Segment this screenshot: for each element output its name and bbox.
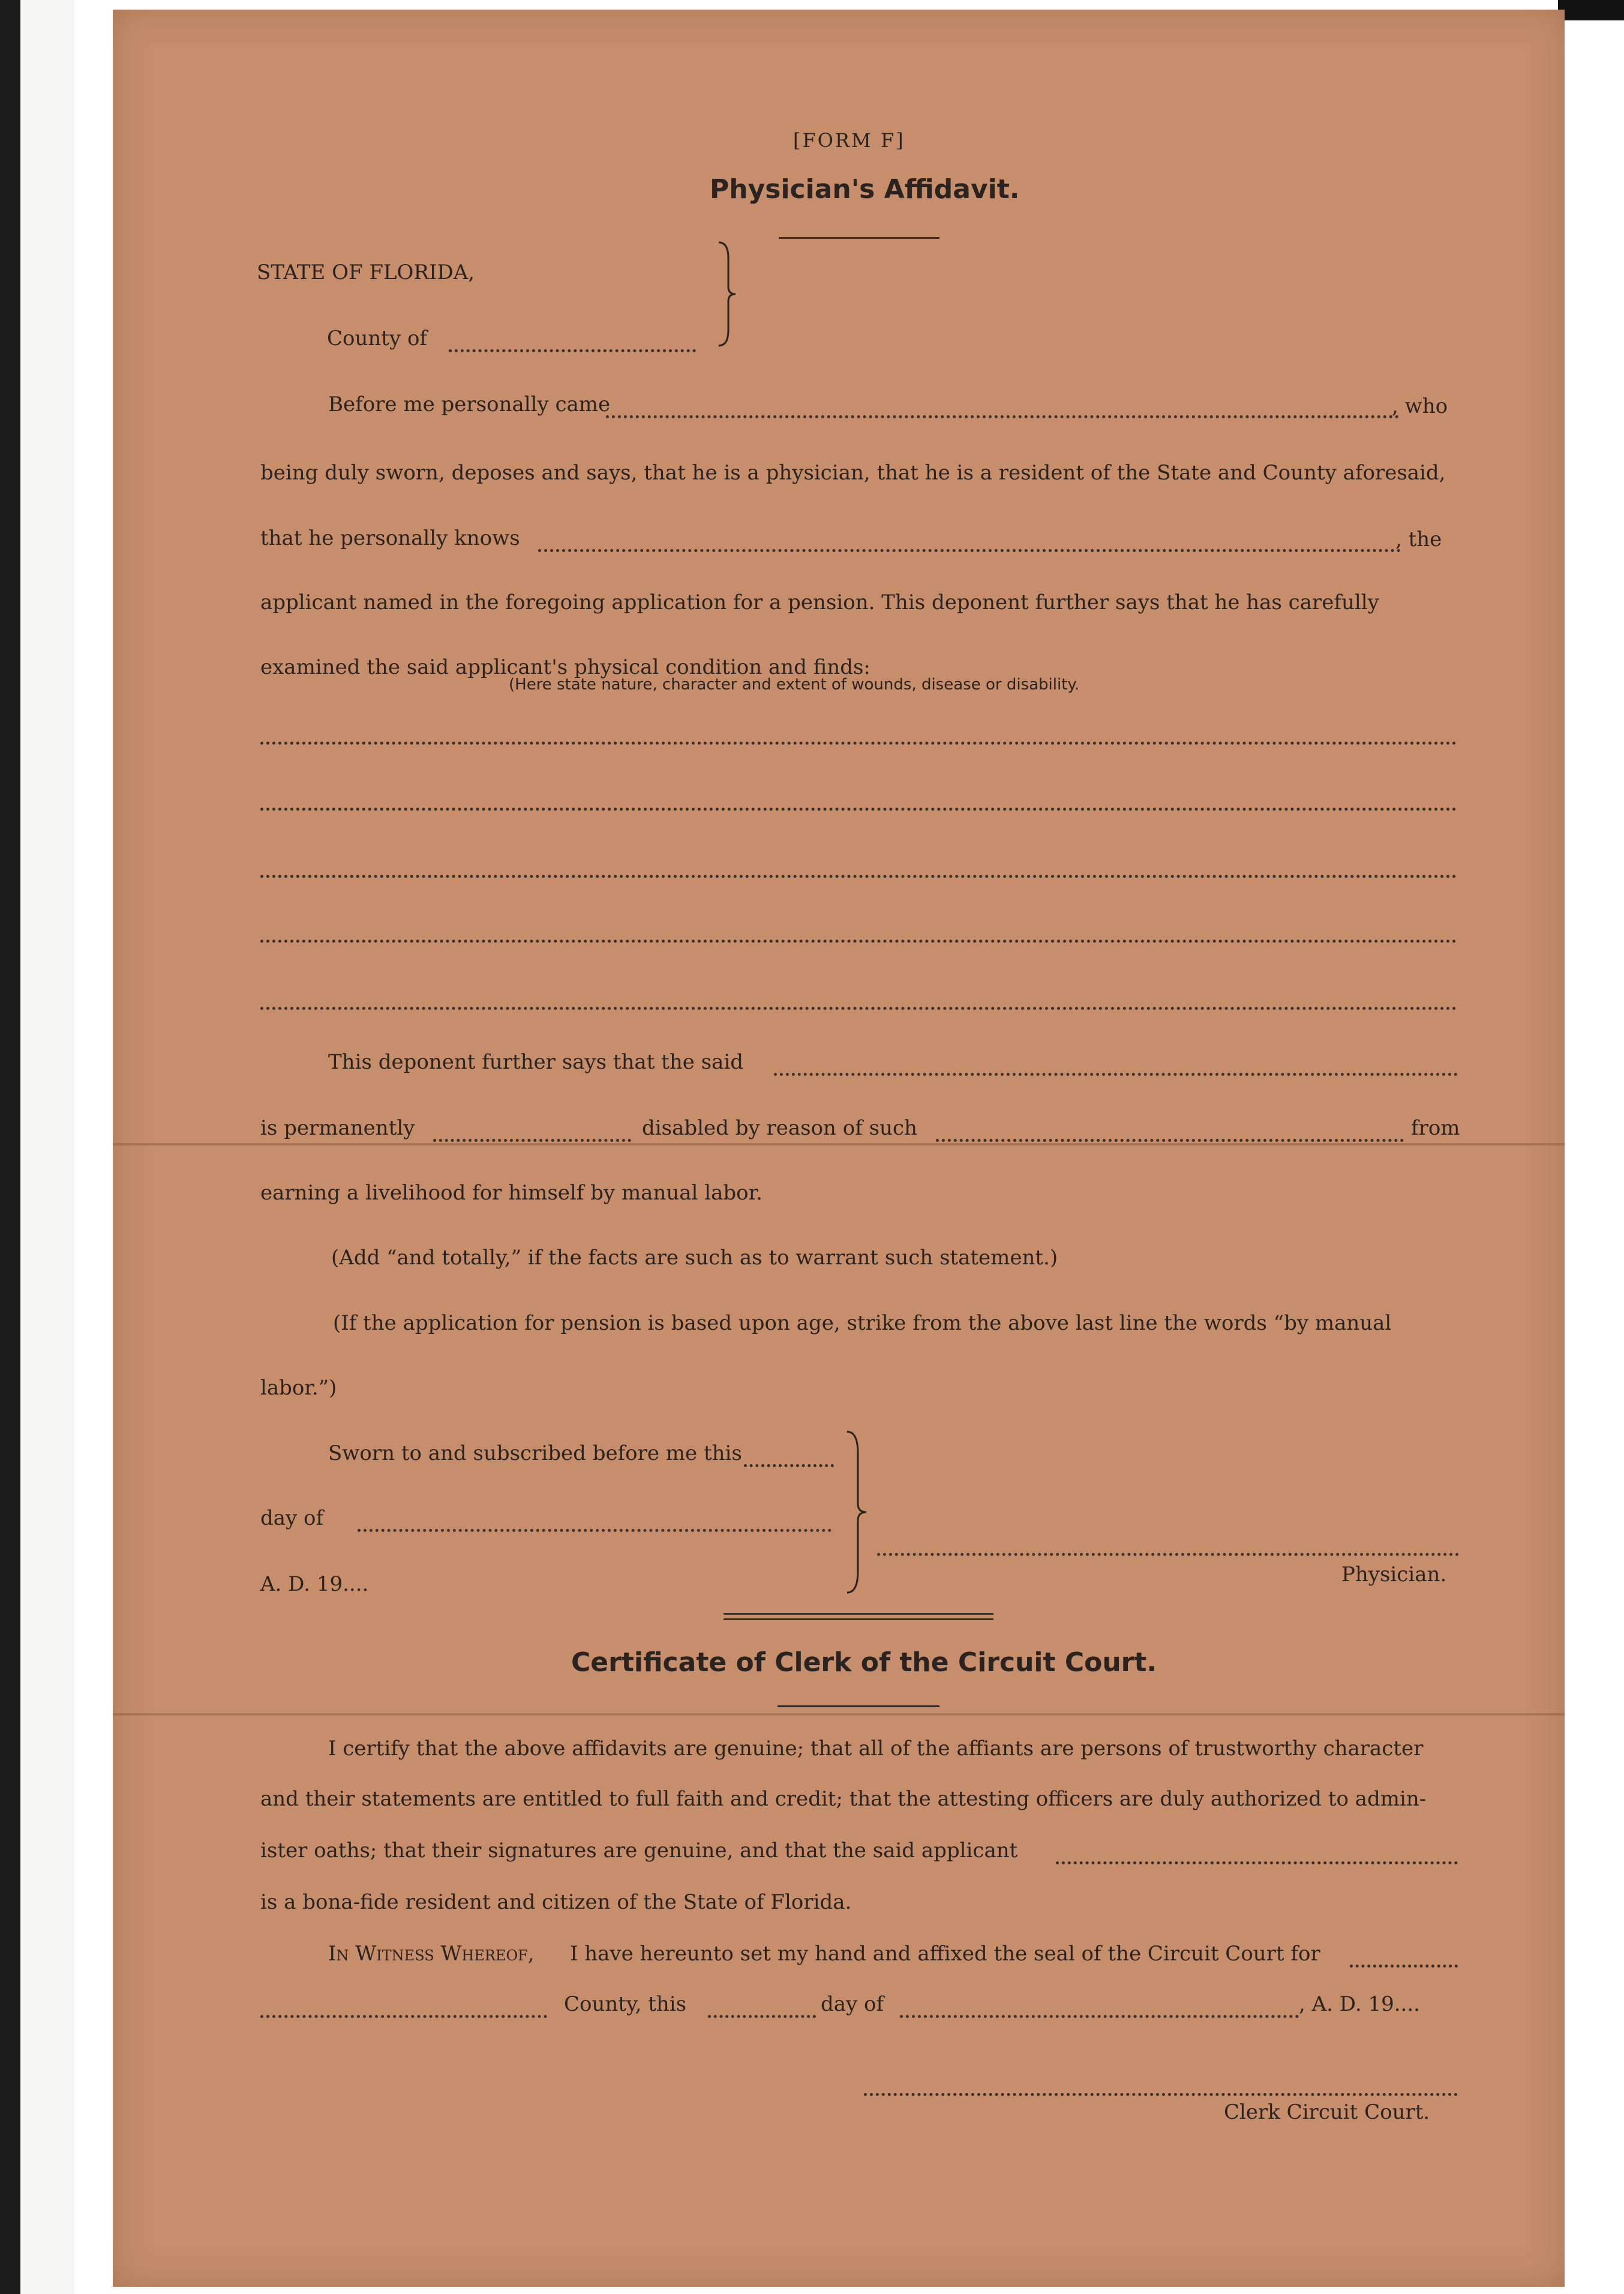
certify-line-4: is a bona-fide resident and citizen of the State of Florida.: [260, 1890, 852, 1914]
from-text: from: [1411, 1116, 1460, 1140]
degree-blank[interactable]: [433, 1117, 631, 1142]
knows-text: that he personally knows: [260, 526, 520, 550]
county-this-text: County, this: [564, 1992, 687, 2016]
findings-line-1[interactable]: [260, 720, 1457, 745]
cert-day-blank[interactable]: [708, 1993, 816, 2018]
county-blank[interactable]: [449, 328, 696, 352]
disabled-text: disabled by reason of such: [642, 1116, 917, 1140]
applicant-said-blank[interactable]: [774, 1051, 1458, 1076]
findings-line-5[interactable]: [260, 985, 1457, 1010]
affiant-name-blank[interactable]: [606, 394, 1399, 418]
applicant-name-blank[interactable]: [538, 527, 1401, 552]
venue-brace: [715, 240, 739, 348]
findings-line-4[interactable]: [260, 918, 1457, 943]
form-label: [FORM F]: [793, 129, 905, 152]
court-blank[interactable]: [1350, 1943, 1458, 1968]
certificate-title-rule: [778, 1705, 939, 1707]
the-text: , the: [1395, 527, 1442, 551]
state-label: STATE OF FLORIDA,: [257, 260, 475, 284]
findings-line-2[interactable]: [260, 786, 1457, 811]
section-divider-bottom: [724, 1618, 993, 1620]
instruction-text: (Here state nature, character and extent of wounds, disease or disability.: [509, 676, 1080, 694]
cause-blank[interactable]: [936, 1117, 1404, 1142]
examined-text: examined the said applicant's physical condition and finds:: [260, 655, 870, 679]
county-name-blank[interactable]: [260, 1993, 547, 2018]
county-label: County of: [327, 326, 428, 350]
jurat-month-blank[interactable]: [358, 1507, 831, 1532]
physician-signature-line[interactable]: [877, 1531, 1459, 1556]
jurat-year-text: A. D. 19....: [260, 1572, 369, 1596]
livelihood-text: earning a livelihood for himself by manual labor.: [260, 1181, 763, 1205]
paper-fold: [113, 1143, 1565, 1145]
physician-label: Physician.: [1341, 1563, 1447, 1587]
clerk-signature-line[interactable]: [864, 2071, 1458, 2096]
section-divider-top: [724, 1613, 993, 1615]
sworn-text: being duly sworn, deposes and says, that he is a physician, that he is a resident of the State and County aforesaid,: [260, 461, 1446, 485]
who-text: , who: [1392, 394, 1448, 418]
witness-text: I have hereunto set my hand and affixed the seal of the Circuit Court for: [570, 1942, 1320, 1966]
cert-applicant-blank[interactable]: [1056, 1840, 1458, 1864]
certify-line-3: ister oaths; that their signatures are genuine, and that the said applicant: [260, 1839, 1018, 1863]
jurat-brace: [843, 1429, 870, 1596]
scanner-bed-left: [20, 0, 74, 2294]
findings-line-3[interactable]: [260, 853, 1457, 878]
witness-whereof: In Witness Whereof,: [328, 1942, 535, 1966]
cert-day-of-text: day of: [821, 1992, 884, 2016]
before-me-text: Before me personally came: [328, 392, 611, 416]
page-title: Physician's Affidavit.: [710, 174, 1020, 205]
jurat-day-of-text: day of: [260, 1506, 324, 1530]
scanner-edge-top: [1558, 0, 1624, 20]
title-rule: [779, 237, 939, 239]
paper-fold: [113, 1713, 1565, 1716]
clerk-label: Clerk Circuit Court.: [1224, 2100, 1430, 2124]
scanner-edge-left: [0, 0, 20, 2294]
note-age-line1: (If the application for pension is based upon age, strike from the above last line the words “by manual: [333, 1311, 1392, 1335]
jurat-day-blank[interactable]: [744, 1443, 834, 1467]
cert-year-text: , A. D. 19....: [1299, 1992, 1420, 2016]
note-age-line2: labor.”): [260, 1376, 337, 1400]
sworn-subscribed-text: Sworn to and subscribed before me this: [328, 1441, 742, 1465]
certify-line-1: I certify that the above affidavits are genuine; that all of the affiants are persons of trustworthy character: [328, 1737, 1424, 1761]
certificate-title: Certificate of Clerk of the Circuit Court.: [571, 1647, 1157, 1678]
cert-month-blank[interactable]: [900, 1993, 1299, 2018]
further-text: This deponent further says that the said: [328, 1050, 744, 1074]
certify-line-2: and their statements are entitled to full faith and credit; that the attesting officers are duly authorized to admin-: [260, 1787, 1427, 1811]
applicant-text: applicant named in the foregoing application for a pension. This deponent further says that he has carefully: [260, 590, 1379, 614]
note-totally: (Add “and totally,” if the facts are such as to warrant such statement.): [331, 1246, 1058, 1270]
permanently-text: is permanently: [260, 1116, 415, 1140]
